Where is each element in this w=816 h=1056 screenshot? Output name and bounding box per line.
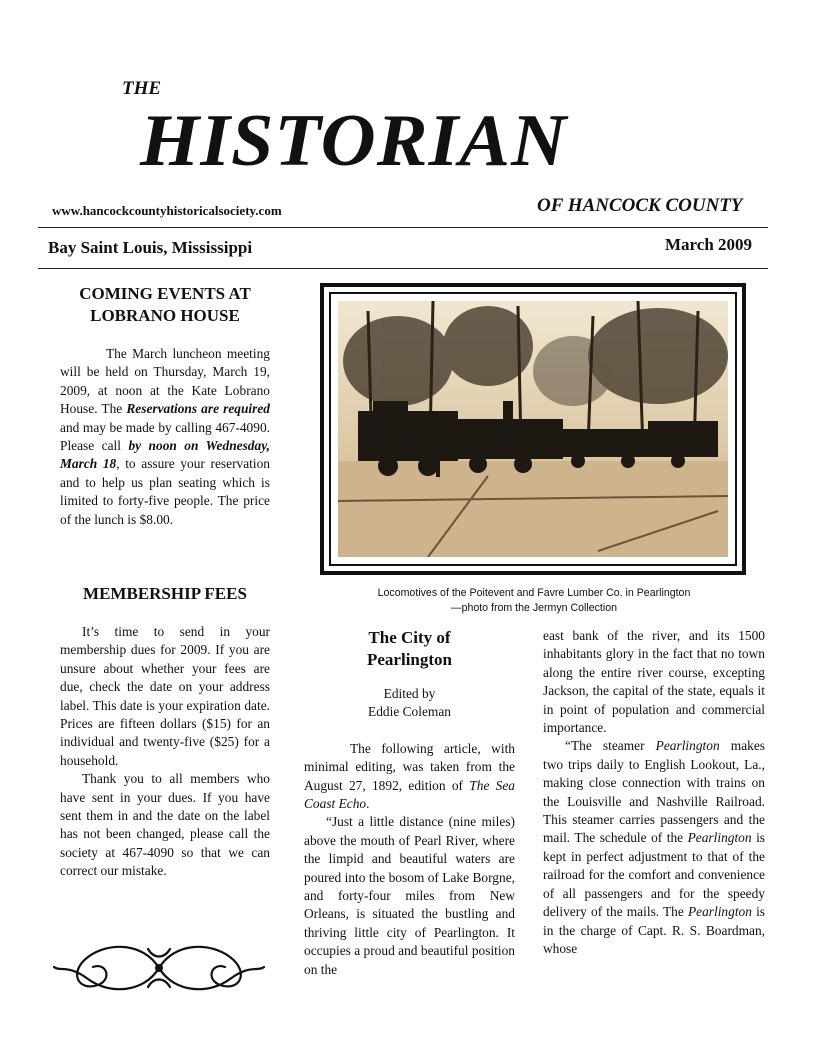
article-paragraph-2: “Just a little distance (nine miles) above the mouth of Pearl River, where the limpid and beautiful waters are poured into the bosom of Lake Borgne, and forty-four miles from New Orleans, is situated the bustling and thriving little city of Pearlington. It occupies a proud and beautiful position on the (304, 814, 515, 977)
flourish-svg (48, 937, 270, 999)
article-title-line1: The City of (368, 628, 451, 647)
coming-events-heading-line1: COMING EVENTS AT (79, 284, 251, 303)
photo-caption (318, 586, 750, 615)
coming-events-section (60, 283, 270, 529)
membership-section (60, 583, 270, 881)
article-paragraph-4 (543, 737, 765, 958)
membership-paragraph-1: It’s time to send in your membership dues for 2009. If you are unsure about whether your fees are due, check the date on your address label. This date is your expiration date. Prices are fifteen dollars ($15) for an individual and twenty-five ($25) for a household. (60, 624, 270, 768)
article-column-2 (543, 627, 765, 958)
website-url[interactable]: www.hancockcountyhistoricalsociety.com (52, 203, 282, 218)
article-p1-end: . (366, 796, 370, 812)
events-emphasis-deadline: by noon on Wednesday, March 18 (60, 438, 270, 472)
article-p4-text-d: is in the charge of Capt. R. S. Boardman, whose (543, 904, 765, 956)
coming-events-heading (60, 283, 270, 327)
article-title-line2: Pearlington (367, 650, 452, 669)
coming-events-heading-line2: LOBRANO HOUSE (90, 306, 240, 325)
photo-caption-line1: Locomotives of the Poitevent and Favre Lumber Co. in Pearlington (377, 587, 691, 599)
steamer-name: Pearlington (655, 738, 720, 754)
article-paragraph-3: east bank of the river, and its 1500 inhabitants glory in the fact that no town along the entire river course, excepting Jackson, the capital of the state, equals it in point of population and commercial importance. (543, 628, 765, 736)
events-text-a: The March luncheon meeting will be held on Thursday, March 19, 2009, at noon at the Kate Lobrano House. The (60, 346, 270, 417)
decorative-flourish-icon (48, 937, 270, 999)
article-paragraph-1 (304, 740, 515, 814)
article-p4-text-c: is kept in perfect adjustment to that of the railroad for the comfort and convenience of all passengers and for the speedy delivery of the mails. The (543, 830, 766, 920)
article-p4-text-a: “The steamer (565, 738, 656, 754)
issue-date: March 2009 (665, 235, 753, 254)
events-text-c: , to assure your reservation and to help us plan seating which is limited to forty-five people. The price of the lunch is $8.00. (60, 456, 270, 527)
events-emphasis-reservations: Reservations are required (126, 401, 270, 417)
article-byline (304, 685, 515, 722)
article-title (304, 627, 515, 671)
location-line: Bay Saint Louis, Mississippi (48, 238, 253, 257)
coming-events-paragraph (60, 345, 270, 529)
masthead-rule-top (38, 227, 768, 228)
newsletter-title: HISTORIAN (140, 100, 568, 182)
events-text-b: and may be made by calling 467-4090. Please call (60, 419, 270, 454)
steamer-name-3: Pearlington (687, 904, 752, 920)
steamer-name-2: Pearlington (687, 830, 752, 846)
article-column-1 (304, 627, 515, 979)
article-p1-text: The following article, with minimal editing, was taken from the August 27, 1892, edition of (304, 740, 515, 793)
byline-editor-name: Eddie Coleman (368, 704, 451, 720)
masthead-the: THE (122, 78, 162, 99)
article-source-title: The Sea Coast Echo (304, 777, 515, 812)
photo-caption-credit: —photo from the Jermyn Collection (450, 601, 618, 614)
masthead-rule-bottom (38, 268, 768, 269)
membership-heading: MEMBERSHIP FEES (83, 584, 247, 603)
masthead-county: OF HANCOCK COUNTY (537, 195, 743, 216)
locomotive-photo-illustration (338, 301, 728, 557)
article-p4-text-b: makes two trips daily to English Lookout, La., making close connection with trains on the Louisville and Nashville Railroad. This steamer carries passengers and the mail. The schedule of the (543, 738, 765, 846)
photo-frame (320, 283, 746, 575)
membership-paragraph-2: Thank you to all members who have sent in your dues. If you have sent them in and the date on the label has not been changed, please call the society at 467-4090 so that we can correct our mistake. (60, 771, 270, 879)
locomotive-photo (338, 301, 728, 557)
byline-edited-by: Edited by (383, 686, 436, 701)
